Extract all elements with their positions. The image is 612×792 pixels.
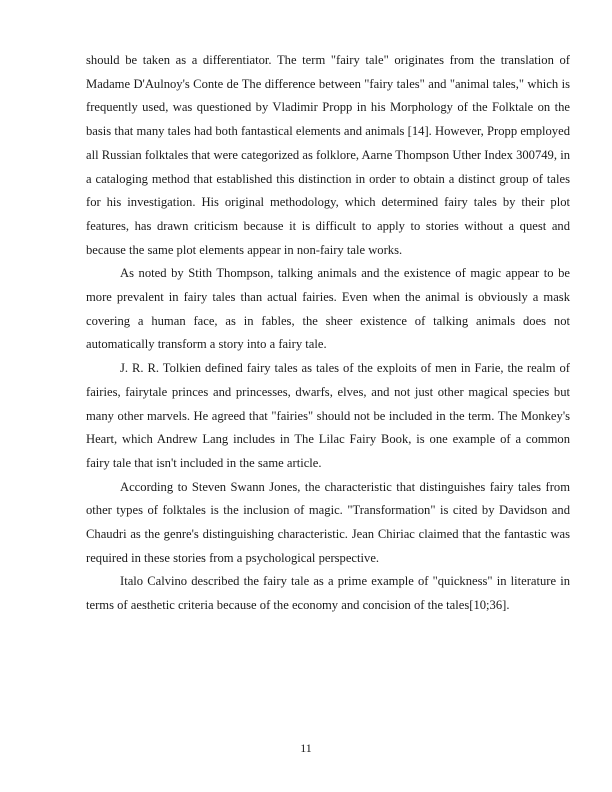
paragraph-stith-thompson: As noted by Stith Thompson, talking animals and the existence of magic appear to be more prevalent in fairy tales than actual fairies. Even when the animal is obviously a mask covering a human face, as in fables, the sheer existence of talking animals does not automatically transform a story into a fairy tale. xyxy=(86,266,570,352)
paragraph-tolkien: J. R. R. Tolkien defined fairy tales as tales of the exploits of men in Farie, the realm of fairies, fairytale princes and princesses, dwarfs, elves, and not just other magical species but many other marvels. He agreed that "fairies" should not be included in the term. The Monkey's Heart, which Andrew Lang includes in The Lilac Fairy Book, is one example of a common fairy tale that isn't included in the same article. xyxy=(86,361,570,470)
paragraph-calvino: Italo Calvino described the fairy tale as a prime example of "quickness" in literature in terms of aesthetic criteria because of the economy and concision of the tales[10;36]. xyxy=(86,574,570,613)
paragraph-swann-jones: According to Steven Swann Jones, the characteristic that distinguishes fairy tales from other types of folktales is the inclusion of magic. "Transformation" is cited by Davidson and Chaudri as the genre's distinguishing characteristic. Jean Chiriac claimed that the fantastic was required in these stories from a psychological perspective. xyxy=(86,479,570,565)
page-number: 11 xyxy=(300,741,312,755)
paragraph-continued: should be taken as a differentiator. The term "fairy tale" originates from the translation of Madame D'Aulnoy's Conte de The difference between "fairy tales" and "animal tales," which is frequently used, was questioned by Vladimir Propp in his Morphology of the Folktale on the basis that many tales had both fantastical elements and animals [14]. However, Propp employed all Russian folktales that were categorized as folklore, Aarne Thompson Uther Index 300749, in a cataloging method that established this distinction in order to obtain a distinct group of tales for his investigation. His original methodology, which determined fairy tales by their plot features, has drawn criticism because it is difficult to apply to stories without a quest and because the same plot elements appear in non-fairy tale works. xyxy=(86,53,570,257)
page-body xyxy=(86,49,570,618)
